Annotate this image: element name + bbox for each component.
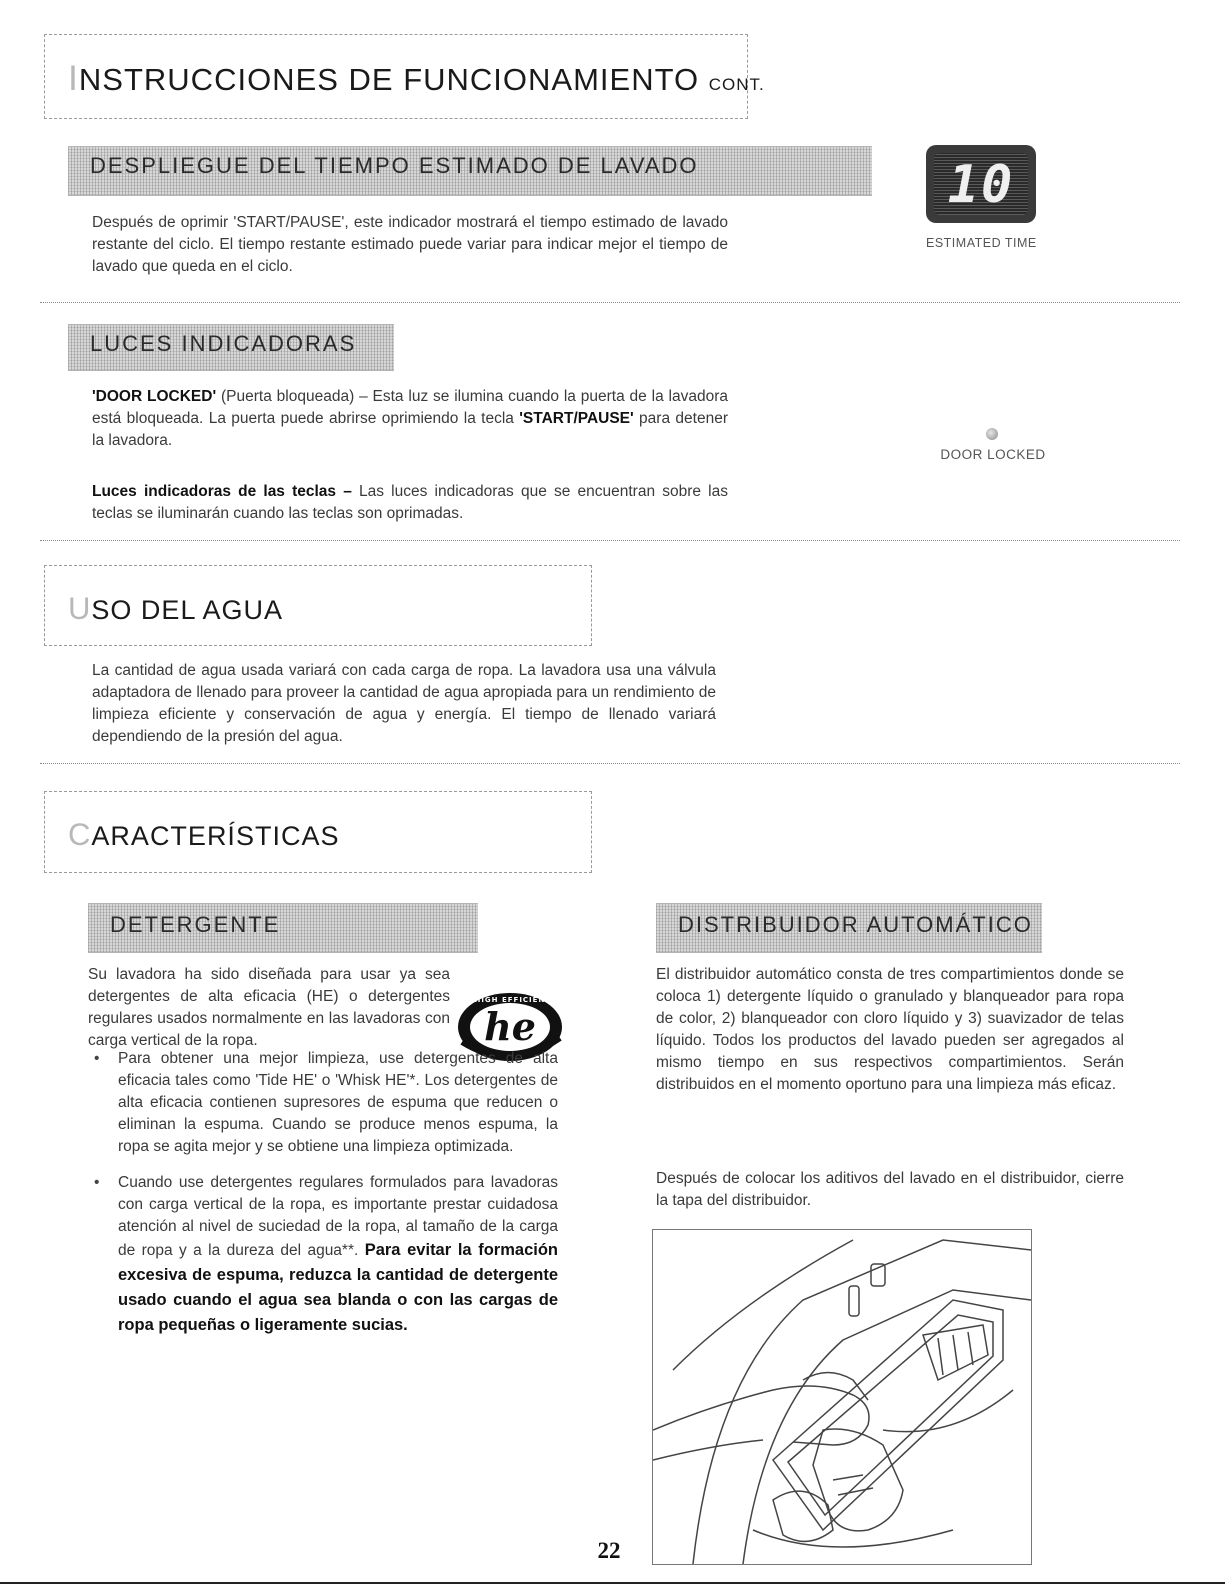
dispenser-body-2: Después de colocar los aditivos del lavado en el distribuidor, cierre la tapa del distribuidor. xyxy=(656,1170,1124,1209)
dispenser-illustration xyxy=(652,1229,1032,1565)
key-lights-term: Luces indicadoras de las teclas – xyxy=(92,483,352,500)
detergent-bullet-1: • Para obtener una mejor limpieza, use detergentes de alta eficacia tales como 'Tide HE' o 'Whisk HE'*. Los detergentes de alta eficacia contienen supresores de espuma que reducen o eliminan la espuma. Cuando se produce menos espuma, la ropa se agita mejor y se obtiene una limpieza optimizada. xyxy=(92,1048,558,1158)
key-lights-text: Las luces indicadoras que se encuentran sobre las teclas se iluminarán cuando las teclas son oprimadas. xyxy=(92,483,728,522)
door-locked-indicator-light xyxy=(986,428,998,440)
door-locked-paragraph xyxy=(92,386,728,452)
title-suffix: CONT. xyxy=(708,75,765,94)
estimated-time-heading: DESPLIEGUE DEL TIEMPO ESTIMADO DE LAVADO xyxy=(90,153,699,178)
detergent-heading: DETERGENTE xyxy=(110,912,281,937)
divider-1 xyxy=(40,302,1180,303)
he-logo-letters: he xyxy=(484,1004,536,1049)
detergent-bullet-list xyxy=(92,1048,558,1352)
door-locked-text-1: (Puerta bloqueada) – Esta luz se ilumina cuando la puerta de la lavadora está bloqueada. La puerta puede abrirse oprimiendo la tecla xyxy=(92,388,728,427)
door-locked-term: 'DOOR LOCKED' xyxy=(92,388,217,405)
detergent-bullet-2-warning: Para evitar la formación excesiva de espuma, reduzca la cantidad de detergente usado cuando el agua sea blanda o con las cargas de ropa pequeñas o ligeramente sucias. xyxy=(118,1241,558,1334)
start-pause-term: 'START/PAUSE' xyxy=(519,410,634,427)
dispenser-body-1: El distribuidor automático consta de tres compartimientos donde se coloca 1) detergente líquido o granulado y blanqueador para ropa de color, 2) blanqueador con cloro líquido y 3) suavizador de telas líquido. Todos los productos del lavado pueden ser agregados al mismo tiempo en sus respectivos compartimientos. Serán distribuidos en el momento oportuno para una limpieza más eficaz. xyxy=(656,966,1124,1093)
estimated-time-display-screen xyxy=(934,153,1028,215)
estimated-time-digits: 10 xyxy=(947,155,1015,215)
estimated-time-label: ESTIMATED TIME xyxy=(926,236,1037,250)
estimated-time-heading-bar xyxy=(68,146,872,196)
bottom-edge-line xyxy=(0,1582,1225,1584)
page-title: INSTRUCCIONES DE FUNCIONAMIENTO CONT. xyxy=(68,58,765,98)
detergent-heading-bar xyxy=(88,903,478,953)
indicator-lights-heading: LUCES INDICADORAS xyxy=(90,331,357,356)
page-number: 22 xyxy=(597,1538,621,1563)
he-logo-ring-text: HIGH EFFICIENCY xyxy=(474,996,558,1004)
detergent-bullet-2-text: Cuando use detergentes regulares formulados para lavadoras con carga vertical de la ropa, es importante prestar cuidadosa atención al nivel de suciedad de la ropa, al tamaño de la carga de ropa y a la dureza del agua**. xyxy=(118,1174,558,1259)
dispenser-heading-bar xyxy=(656,903,1042,953)
indicator-lights-heading-bar xyxy=(68,324,394,371)
dispenser-heading: DISTRIBUIDOR AUTOMÁTICO xyxy=(678,912,1033,937)
water-usage-body: La cantidad de agua usada variará con cada carga de ropa. La lavadora usa una válvula adaptadora de llenado para proveer la cantidad de agua apropiada para un rendimiento de limpieza eficiente y conservación de agua y energía. El tiempo de llenado variará dependiendo de la presión del agua. xyxy=(92,662,716,745)
divider-3 xyxy=(40,763,1180,764)
dispenser-illustration-drawing xyxy=(653,1230,1031,1564)
detergent-intro: Su lavadora ha sido diseñada para usar ya sea detergentes de alta eficacia (HE) o detergentes regulares usados normalmente en las lavadoras con carga vertical de la ropa. xyxy=(88,966,450,1049)
key-lights-paragraph xyxy=(92,481,728,525)
features-title: CARACTERÍSTICAS xyxy=(68,817,340,852)
detergent-bullet-2 xyxy=(92,1172,558,1338)
estimated-time-display xyxy=(926,145,1036,223)
water-usage-title: USO DEL AGUA xyxy=(68,591,283,626)
divider-2 xyxy=(40,540,1180,541)
estimated-time-body: Después de oprimir 'START/PAUSE', este indicador mostrará el tiempo estimado de lavado restante del ciclo. El tiempo restante estimado puede variar para indicar mejor el tiempo de lavado que queda en el ciclo. xyxy=(92,214,728,275)
door-locked-label: DOOR LOCKED xyxy=(940,447,1046,462)
door-locked-text-2: para detener la lavadora. xyxy=(92,410,728,449)
